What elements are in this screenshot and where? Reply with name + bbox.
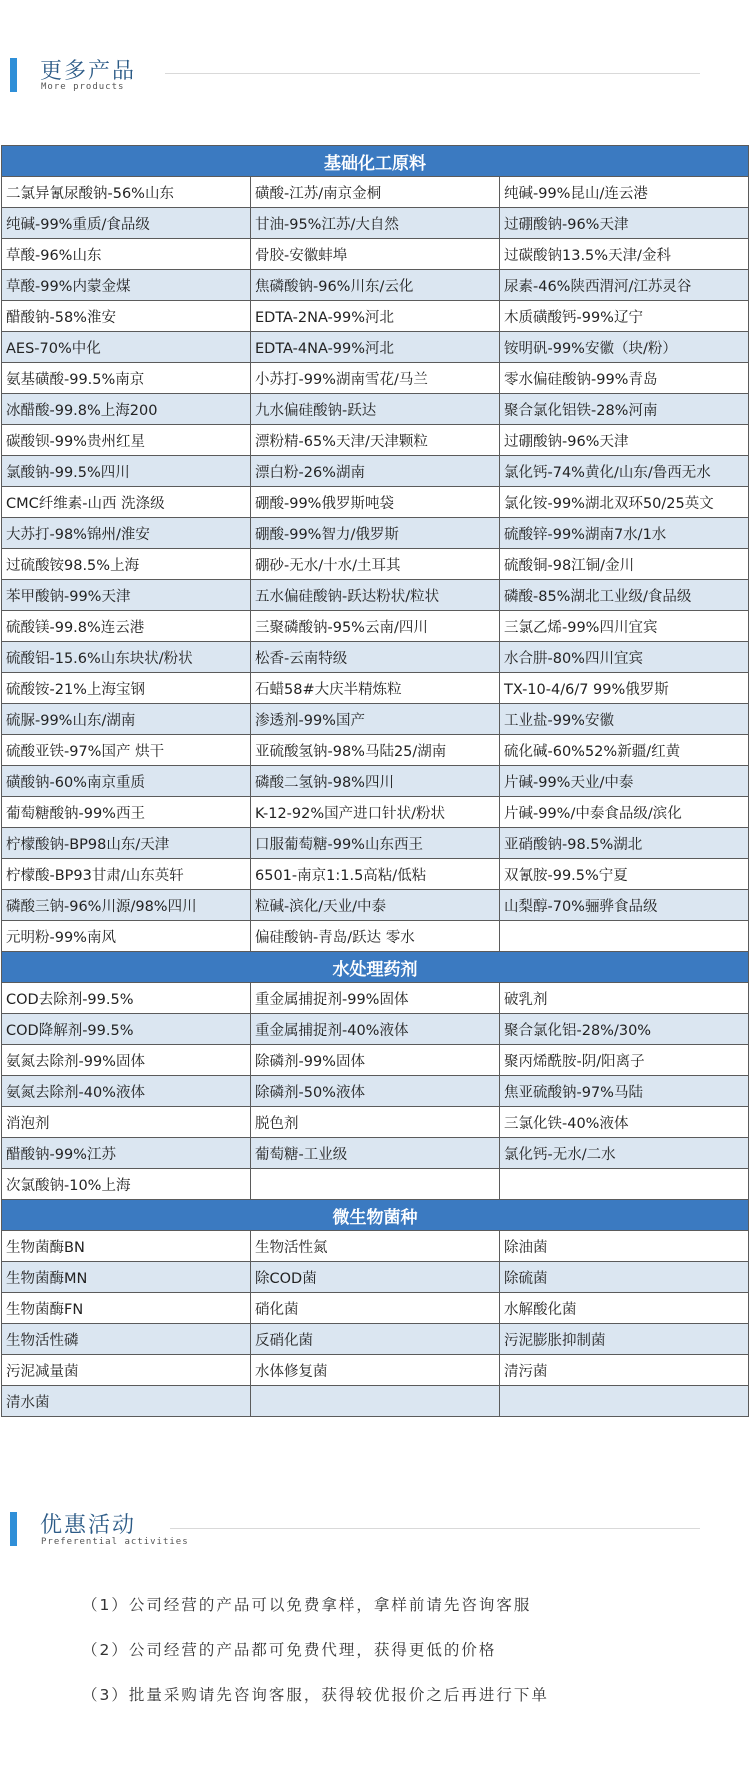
- product-cell: 硫酸亚铁-97%国产 烘干: [2, 735, 251, 766]
- table-row: [2, 797, 749, 828]
- product-cell: 亚硫酸氢钠-98%马陆25/湖南: [251, 735, 500, 766]
- product-cell: 氨氮去除剂-40%液体: [2, 1076, 251, 1107]
- product-cell: 除COD菌: [251, 1262, 500, 1293]
- table-row: [2, 1324, 749, 1355]
- product-cell: 三聚磷酸钠-95%云南/四川: [251, 611, 500, 642]
- product-cell: 除硫菌: [500, 1262, 749, 1293]
- product-cell: K-12-92%国产进口针状/粉状: [251, 797, 500, 828]
- product-cell: 氯化钙-无水/二水: [500, 1138, 749, 1169]
- product-cell: AES-70%中化: [2, 332, 251, 363]
- category-header-row: [2, 952, 749, 983]
- table-row: [2, 425, 749, 456]
- product-cell: [251, 1386, 500, 1417]
- table-row: [2, 704, 749, 735]
- product-cell: 磺酸钠-60%南京重质: [2, 766, 251, 797]
- table-row: [2, 456, 749, 487]
- section-divider: [165, 73, 700, 74]
- table-row: [2, 1293, 749, 1324]
- section-accent-bar: [10, 58, 17, 92]
- product-cell: 聚合氯化铝-28%/30%: [500, 1014, 749, 1045]
- product-cell: 磷酸-85%湖北工业级/食品级: [500, 580, 749, 611]
- product-cell: 漂白粉-26%湖南: [251, 456, 500, 487]
- table-row: [2, 921, 749, 952]
- product-cell: 生物菌酶MN: [2, 1262, 251, 1293]
- product-cell: 松香-云南特级: [251, 642, 500, 673]
- category-header-row: [2, 146, 749, 177]
- product-cell: EDTA-2NA-99%河北: [251, 301, 500, 332]
- product-cell: 重金属捕捉剂-99%固体: [251, 983, 500, 1014]
- product-cell: 漂粉精-65%天津/天津颗粒: [251, 425, 500, 456]
- product-cell: [500, 921, 749, 952]
- product-cell: COD去除剂-99.5%: [2, 983, 251, 1014]
- product-cell: 污泥膨胀抑制菌: [500, 1324, 749, 1355]
- product-cell: 纯碱-99%重质/食品级: [2, 208, 251, 239]
- product-cell: CMC纤维素-山西 洗涤级: [2, 487, 251, 518]
- product-cell: 柠檬酸-BP93甘肃/山东英轩: [2, 859, 251, 890]
- product-table: [1, 145, 749, 1417]
- product-cell: 纯碱-99%昆山/连云港: [500, 177, 749, 208]
- product-cell: 硫脲-99%山东/湖南: [2, 704, 251, 735]
- table-row: [2, 1045, 749, 1076]
- table-row: [2, 394, 749, 425]
- product-cell: 柠檬酸钠-BP98山东/天津: [2, 828, 251, 859]
- product-cell: 6501-南京1:1.5高粘/低粘: [251, 859, 500, 890]
- more-products-header: [0, 50, 750, 110]
- product-cell: 草酸-99%内蒙金煤: [2, 270, 251, 301]
- product-cell: 磷酸二氢钠-98%四川: [251, 766, 500, 797]
- section-divider: [170, 1528, 700, 1529]
- product-cell: 生物菌酶FN: [2, 1293, 251, 1324]
- product-cell: 焦亚硫酸钠-97%马陆: [500, 1076, 749, 1107]
- table-row: [2, 735, 749, 766]
- table-row: [2, 301, 749, 332]
- table-row: [2, 983, 749, 1014]
- table-row: [2, 518, 749, 549]
- product-cell: 破乳剂: [500, 983, 749, 1014]
- product-cell: 重金属捕捉剂-40%液体: [251, 1014, 500, 1045]
- product-cell: 三氯化铁-40%液体: [500, 1107, 749, 1138]
- table-row: [2, 673, 749, 704]
- product-cell: 山梨醇-70%骊骅食品级: [500, 890, 749, 921]
- product-cell: 葡萄糖酸钠-99%西王: [2, 797, 251, 828]
- product-cell: 磷酸三钠-96%川源/98%四川: [2, 890, 251, 921]
- category-title: 基础化工原料: [2, 146, 749, 177]
- product-cell: 反硝化菌: [251, 1324, 500, 1355]
- table-row: [2, 239, 749, 270]
- product-cell: 醋酸钠-58%淮安: [2, 301, 251, 332]
- category-title: 微生物菌种: [2, 1200, 749, 1231]
- product-cell: 硫酸铵-21%上海宝钢: [2, 673, 251, 704]
- table-row: [2, 208, 749, 239]
- table-row: [2, 177, 749, 208]
- product-cell: 生物活性磷: [2, 1324, 251, 1355]
- product-cell: 除磷剂-99%固体: [251, 1045, 500, 1076]
- table-row: [2, 890, 749, 921]
- product-cell: 硝化菌: [251, 1293, 500, 1324]
- product-cell: 除油菌: [500, 1231, 749, 1262]
- product-cell: 除磷剂-50%液体: [251, 1076, 500, 1107]
- product-cell: 硼砂-无水/十水/土耳其: [251, 549, 500, 580]
- section-title: 更多产品: [40, 59, 137, 84]
- product-cell: 磺酸-江苏/南京金桐: [251, 177, 500, 208]
- section-title: 优惠活动: [40, 1513, 137, 1538]
- product-cell: 次氯酸钠-10%上海: [2, 1169, 251, 1200]
- table-row: [2, 1169, 749, 1200]
- table-row: [2, 611, 749, 642]
- product-cell: 双氰胺-99.5%宁夏: [500, 859, 749, 890]
- product-cell: 清污菌: [500, 1355, 749, 1386]
- product-cell: 氨基磺酸-99.5%南京: [2, 363, 251, 394]
- product-cell: TX-10-4/6/7 99%俄罗斯: [500, 673, 749, 704]
- product-cell: 片碱-99%天业/中泰: [500, 766, 749, 797]
- product-cell: [500, 1169, 749, 1200]
- activity-item: （2）公司经营的产品都可免费代理，获得更低的价格: [82, 1641, 497, 1659]
- product-cell: 硫酸铜-98江铜/金川: [500, 549, 749, 580]
- product-cell: 聚丙烯酰胺-阴/阳离子: [500, 1045, 749, 1076]
- product-table-body: [2, 146, 749, 1417]
- section-subtitle: More products: [41, 82, 125, 92]
- product-cell: 氯化钙-74%黄化/山东/鲁西无水: [500, 456, 749, 487]
- table-row: [2, 580, 749, 611]
- product-cell: 过硫酸铵98.5%上海: [2, 549, 251, 580]
- activities-header: [0, 1508, 750, 1568]
- product-cell: 大苏打-98%锦州/淮安: [2, 518, 251, 549]
- product-cell: 硼酸-99%智力/俄罗斯: [251, 518, 500, 549]
- product-cell: 三氯乙烯-99%四川宜宾: [500, 611, 749, 642]
- product-cell: 碳酸钡-99%贵州红星: [2, 425, 251, 456]
- table-row: [2, 1107, 749, 1138]
- product-cell: 氯化铵-99%湖北双环50/25英文: [500, 487, 749, 518]
- activity-item: （1）公司经营的产品可以免费拿样，拿样前请先咨询客服: [82, 1596, 532, 1614]
- product-cell: 小苏打-99%湖南雪花/马兰: [251, 363, 500, 394]
- product-cell: 氨氮去除剂-99%固体: [2, 1045, 251, 1076]
- product-cell: 元明粉-99%南风: [2, 921, 251, 952]
- section-accent-bar: [10, 1512, 17, 1546]
- category-title: 水处理药剂: [2, 952, 749, 983]
- product-cell: 硼酸-99%俄罗斯吨袋: [251, 487, 500, 518]
- product-cell: 水合肼-80%四川宜宾: [500, 642, 749, 673]
- product-cell: 铵明矾-99%安徽（块/粉）: [500, 332, 749, 363]
- table-row: [2, 766, 749, 797]
- table-row: [2, 1138, 749, 1169]
- product-cell: EDTA-4NA-99%河北: [251, 332, 500, 363]
- product-cell: 口服葡萄糖-99%山东西王: [251, 828, 500, 859]
- product-cell: 生物菌酶BN: [2, 1231, 251, 1262]
- product-cell: 醋酸钠-99%江苏: [2, 1138, 251, 1169]
- table-row: [2, 1014, 749, 1045]
- product-cell: 过硼酸钠-96%天津: [500, 208, 749, 239]
- product-cell: 硫酸镁-99.8%连云港: [2, 611, 251, 642]
- product-cell: 亚硝酸钠-98.5%湖北: [500, 828, 749, 859]
- table-row: [2, 549, 749, 580]
- product-cell: 冰醋酸-99.8%上海200: [2, 394, 251, 425]
- product-cell: 甘油-95%江苏/大自然: [251, 208, 500, 239]
- activity-item: （3）批量采购请先咨询客服，获得较优报价之后再进行下单: [82, 1686, 549, 1704]
- product-cell: 尿素-46%陕西渭河/江苏灵谷: [500, 270, 749, 301]
- product-cell: 过碳酸钠13.5%天津/金科: [500, 239, 749, 270]
- table-row: [2, 270, 749, 301]
- table-row: [2, 1355, 749, 1386]
- section-subtitle: Preferential activities: [41, 1537, 189, 1547]
- product-cell: COD降解剂-99.5%: [2, 1014, 251, 1045]
- product-cell: 氯酸钠-99.5%四川: [2, 456, 251, 487]
- table-row: [2, 363, 749, 394]
- product-cell: 木质磺酸钙-99%辽宁: [500, 301, 749, 332]
- product-cell: 九水偏硅酸钠-跃达: [251, 394, 500, 425]
- product-cell: 草酸-96%山东: [2, 239, 251, 270]
- product-cell: 脱色剂: [251, 1107, 500, 1138]
- table-row: [2, 642, 749, 673]
- product-cell: 粒碱-滨化/天业/中泰: [251, 890, 500, 921]
- product-cell: 污泥减量菌: [2, 1355, 251, 1386]
- product-cell: 片碱-99%/中泰食品级/滨化: [500, 797, 749, 828]
- product-cell: 消泡剂: [2, 1107, 251, 1138]
- product-cell: 焦磷酸钠-96%川东/云化: [251, 270, 500, 301]
- table-row: [2, 859, 749, 890]
- product-cell: 零水偏硅酸钠-99%青岛: [500, 363, 749, 394]
- product-cell: 过硼酸钠-96%天津: [500, 425, 749, 456]
- product-cell: [500, 1386, 749, 1417]
- product-cell: 偏硅酸钠-青岛/跃达 零水: [251, 921, 500, 952]
- table-row: [2, 332, 749, 363]
- product-cell: 生物活性氮: [251, 1231, 500, 1262]
- product-cell: 苯甲酸钠-99%天津: [2, 580, 251, 611]
- product-cell: 硫酸铝-15.6%山东块状/粉状: [2, 642, 251, 673]
- table-row: [2, 487, 749, 518]
- table-row: [2, 1231, 749, 1262]
- product-cell: 工业盐-99%安徽: [500, 704, 749, 735]
- table-row: [2, 1076, 749, 1107]
- table-row: [2, 1386, 749, 1417]
- product-cell: 聚合氯化铝铁-28%河南: [500, 394, 749, 425]
- product-cell: 清水菌: [2, 1386, 251, 1417]
- product-cell: 二氯异氰尿酸钠-56%山东: [2, 177, 251, 208]
- product-cell: 石蜡58#大庆半精炼粒: [251, 673, 500, 704]
- product-cell: [251, 1169, 500, 1200]
- product-cell: 渗透剂-99%国产: [251, 704, 500, 735]
- product-cell: 骨胶-安徽蚌埠: [251, 239, 500, 270]
- table-row: [2, 828, 749, 859]
- product-cell: 硫化碱-60%52%新疆/红黄: [500, 735, 749, 766]
- product-cell: 水解酸化菌: [500, 1293, 749, 1324]
- product-cell: 硫酸锌-99%湖南7水/1水: [500, 518, 749, 549]
- product-cell: 五水偏硅酸钠-跃达粉状/粒状: [251, 580, 500, 611]
- product-cell: 水体修复菌: [251, 1355, 500, 1386]
- category-header-row: [2, 1200, 749, 1231]
- product-cell: 葡萄糖-工业级: [251, 1138, 500, 1169]
- table-row: [2, 1262, 749, 1293]
